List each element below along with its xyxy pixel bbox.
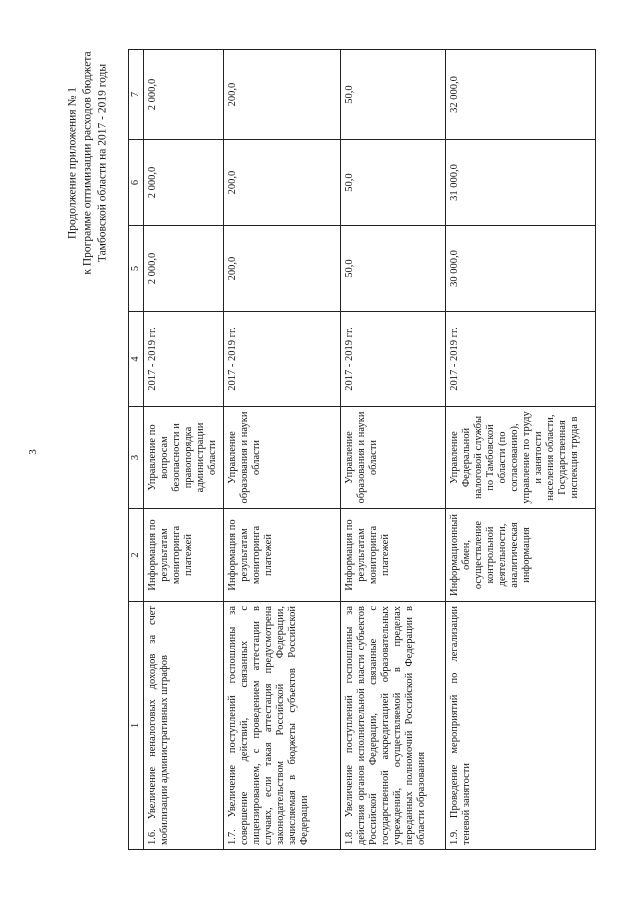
column-number: 6 [129, 140, 144, 226]
responsible-cell: Управление по вопросам безопасности и правопорядка администрации области [144, 407, 224, 509]
value-2018-cell: 200,0 [224, 140, 341, 226]
measure-cell: 1.6. Увеличение неналоговых доходов за счет мобилизации административных штрафов [144, 602, 224, 850]
column-number-row [129, 50, 144, 850]
measure-cell: 1.7. Увеличение поступлений госпошлины за совершение действий, связанных с лицензированием, с проведением аттестации в случаях, если такая аттестация предусмотрена законодательством Российской Федерации, зачисляемая в бюджеты субъектов Российской Федерации [224, 602, 341, 850]
column-number: 4 [129, 312, 144, 407]
result-form-cell: Информация по результатам мониторинга платежей [224, 509, 341, 602]
value-2017-cell: 200,0 [224, 226, 341, 312]
period-cell: 2017 - 2019 гг. [446, 312, 596, 407]
page-number: 3 [27, 449, 39, 455]
value-2017-cell: 30 000,0 [446, 226, 596, 312]
value-2017-cell: 2 000,0 [144, 226, 224, 312]
result-form-cell: Информация по результатам мониторинга платежей [144, 509, 224, 602]
value-2018-cell: 50,0 [341, 140, 446, 226]
column-number: 2 [129, 509, 144, 602]
table-row [224, 50, 341, 850]
responsible-cell: Управление образования и науки области [341, 407, 446, 509]
result-form-cell: Информация по результатам мониторинга платежей [341, 509, 446, 602]
table-row [446, 50, 596, 850]
column-number: 3 [129, 407, 144, 509]
value-2019-cell: 32 000,0 [446, 50, 596, 140]
budget-measures-table [128, 49, 596, 850]
value-2018-cell: 31 000,0 [446, 140, 596, 226]
period-cell: 2017 - 2019 гг. [224, 312, 341, 407]
document-header [66, 51, 111, 274]
header-line-1: Продолжение приложения № 1 [66, 86, 79, 240]
value-2018-cell: 2 000,0 [144, 140, 224, 226]
table-row [341, 50, 446, 850]
value-2019-cell: 50,0 [341, 50, 446, 140]
result-form-cell: Информационный обмен, осуществление контрольной деятельности, аналитическая информация [446, 509, 596, 602]
responsible-cell: Управление образования и науки области [224, 407, 341, 509]
period-cell: 2017 - 2019 гг. [144, 312, 224, 407]
measure-cell: 1.8. Увеличение поступлений госпошлины за действия органов исполнительной власти субъектов Российской Федерации, связанные с государственной аккредитацией образовательных учреждений, осуществляемой в пределах переданных полномочий Российской Федерации в области образования [341, 602, 446, 850]
column-number: 1 [129, 602, 144, 850]
responsible-cell: Управление Федеральной налоговой службы по Тамбовской области (по согласованию), управление по труду и занятости населения области, Государственная инспекция труда в [446, 407, 596, 509]
value-2017-cell: 50,0 [341, 226, 446, 312]
rotated-table-container [128, 50, 595, 850]
column-number: 5 [129, 226, 144, 312]
column-number: 7 [129, 50, 144, 140]
table-row [144, 50, 224, 850]
period-cell: 2017 - 2019 гг. [341, 312, 446, 407]
measure-cell: 1.9. Проведение мероприятий по легализации теневой занятости [446, 602, 596, 850]
value-2019-cell: 200,0 [224, 50, 341, 140]
header-line-3: Тамбовской области на 2017 - 2019 годы [96, 63, 109, 263]
header-line-2: к Программе оптимизации расходов бюджета [81, 51, 94, 275]
value-2019-cell: 2 000,0 [144, 50, 224, 140]
